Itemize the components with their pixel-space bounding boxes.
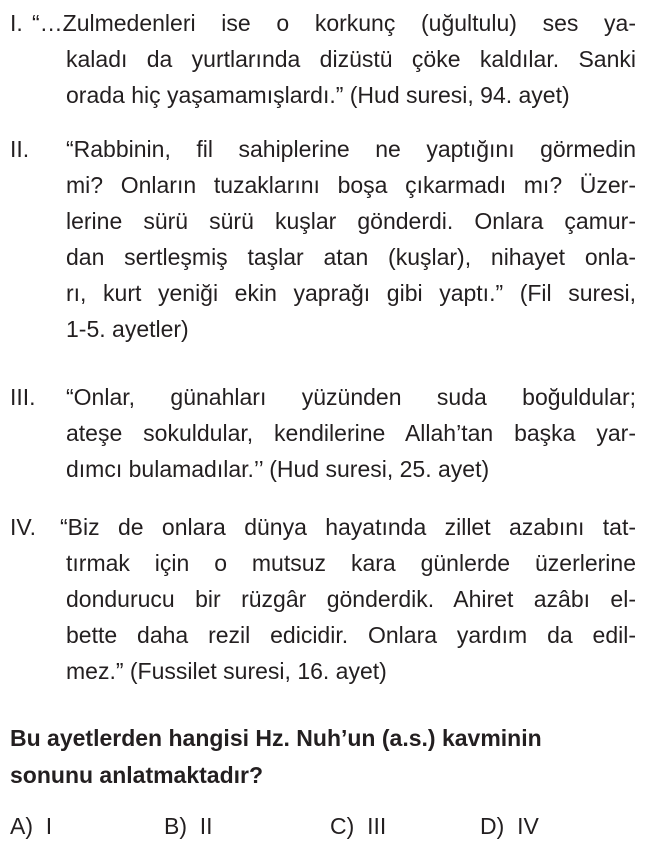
option-b-letter: B) xyxy=(164,813,187,839)
statement-3 xyxy=(10,379,636,487)
statement-2-line-3: lerine sürü sürü kuşlar gönderdi. Onlara çamur- xyxy=(66,208,636,234)
statement-4 xyxy=(10,509,636,689)
option-c-letter: C) xyxy=(330,813,355,839)
statement-3-line-3: dımcı bulamadılar.’’ (Hud suresi, 25. ayet) xyxy=(66,456,490,482)
statement-3-line-2: ateşe sokuldular, kendilerine Allah’tan başka yar- xyxy=(66,420,636,446)
statement-1-line-1: “…Zulmedenleri ise o korkunç (uğultulu) ses ya- xyxy=(32,10,636,36)
statement-2-line-1: “Rabbinin, fil sahiplerine ne yaptığını görmedin xyxy=(66,136,636,162)
option-c-value: III xyxy=(367,813,387,839)
option-a[interactable] xyxy=(10,808,52,844)
option-c[interactable] xyxy=(330,808,386,844)
statement-4-line-4: bette daha rezil edicidir. Onlara yardım da edil- xyxy=(66,622,636,648)
statement-2-line-2: mi? Onların tuzaklarını boşa çıkarmadı mı? Üzer- xyxy=(66,172,636,198)
statement-2 xyxy=(10,131,636,347)
statement-1 xyxy=(10,5,636,113)
option-b[interactable] xyxy=(164,808,213,844)
statement-4-line-5: mez.” (Fussilet suresi, 16. ayet) xyxy=(66,658,387,684)
statement-2-line-6: 1-5. ayetler) xyxy=(66,316,189,342)
statement-2-line-5: rı, kurt yeniği ekin yaprağı gibi yaptı.” (Fil suresi, xyxy=(66,280,636,306)
statement-4-line-1: “Biz de onlara dünya hayatında zillet azabını tat- xyxy=(60,514,636,540)
statement-3-line-1: “Onlar, günahları yüzünden suda boğuldular; xyxy=(66,384,636,410)
statement-2-line-4: dan sertleşmiş taşlar atan (kuşlar), nihayet onla- xyxy=(66,244,636,270)
statement-1-line-2: kaladı da yurtlarında dizüstü çöke kaldılar. Sanki xyxy=(66,46,636,72)
statement-4-line-2: tırmak için o mutsuz kara günlerde üzerlerine xyxy=(66,550,636,576)
statement-4-line-3: dondurucu bir rüzgâr gönderdik. Ahiret azâbı el- xyxy=(66,586,636,612)
statement-4-number: IV. xyxy=(10,514,37,540)
option-d-value: IV xyxy=(517,813,539,839)
statement-1-number: I. xyxy=(10,10,23,36)
option-a-letter: A) xyxy=(10,813,33,839)
question-line-2: sonunu anlatmaktadır? xyxy=(10,762,264,788)
statement-3-number: III. xyxy=(10,384,36,410)
question-line-1: Bu ayetlerden hangisi Hz. Nuh’un (a.s.) kavminin xyxy=(10,725,542,751)
option-a-value: I xyxy=(45,813,53,839)
option-d[interactable] xyxy=(480,808,539,844)
option-b-value: II xyxy=(199,813,213,839)
statement-2-number: II. xyxy=(10,136,30,162)
answer-options xyxy=(10,808,640,844)
statement-1-line-3: orada hiç yaşamamışlardı.” (Hud suresi, 94. ayet) xyxy=(66,82,570,108)
option-d-letter: D) xyxy=(480,813,505,839)
question-stem xyxy=(10,720,636,794)
